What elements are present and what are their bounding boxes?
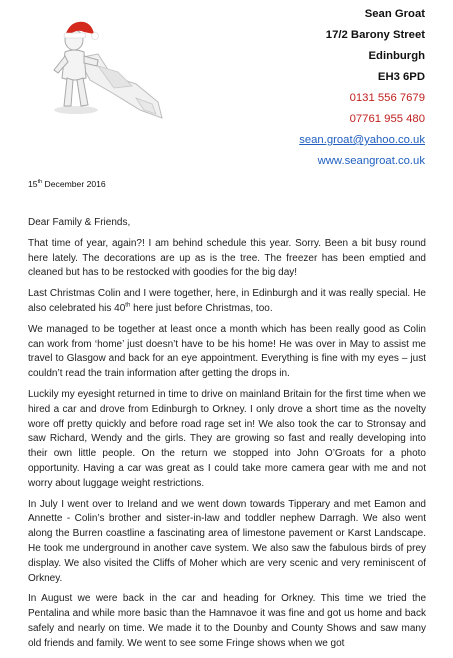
greeting: Dear Family & Friends, (28, 217, 131, 228)
sender-postcode: EH3 6PD (377, 71, 425, 83)
paragraph-2-start: Last Christmas Colin and I were together, here, in Edinburgh and it was really special. He also celebrated his 40 (28, 288, 426, 314)
paragraph-1: That time of year, again?! I am behind schedule this year. Sorry. Been a bit busy round here lately. The decorations are up as is the tree. The freezer has been emptied and cleaned but has to be restocked with goodies for the big day! (28, 237, 426, 279)
sender-website-link[interactable]: www.seangroat.co.uk (317, 155, 425, 167)
sender-landline: 0131 556 7679 (349, 92, 425, 104)
sender-address-block (299, 4, 425, 172)
date-day: 15 (28, 179, 38, 189)
santa-figure-icon (40, 6, 170, 124)
paragraph-5: In July I went over to Ireland and we went down towards Tipperary and met Eamon and Annette - Colin’s brother and sister-in-law and toddler nephew Darragh. We also went along the Burren coastline a fascinating area of limestone pavement or Karst Landscape. He took me underground in another cave system. We also saw the fabulous birds of prey display. We also visited the Cliffs of Moher which are very scenic and very reminiscent of Orkney. (28, 498, 426, 584)
paragraph-2-end: here just before Christmas, too. (130, 302, 273, 314)
sender-street: 17/2 Barony Street (325, 29, 425, 41)
letter-body (28, 216, 426, 658)
paragraph-2-sup: th (125, 302, 131, 309)
sender-city: Edinburgh (368, 50, 425, 62)
paragraph-4: Luckily my eyesight returned in time to drive on mainland Britain for the first time when we hired a car and drove from Edinburgh to Orkney. I only drove a short time as the novelty wore off pretty quickly and before road rage set in! We also took the car to Stronsay and saw Richard, Wendy and the girls. They are growing so fast and really developing into their own little people. On the return we stopped into John O’Groats for a photo opportunity. Having a car was great as I could take more camera gear with me and not worry about luggage weight restrictions. (28, 388, 426, 489)
paragraph-2 (28, 287, 426, 317)
date-rest: December 2016 (42, 179, 106, 189)
sender-mobile: 07761 955 480 (349, 113, 425, 125)
date-suffix: th (37, 179, 43, 186)
sender-name: Sean Groat (364, 8, 425, 20)
paragraph-3: We managed to be together at least once a month which has been really good as Colin can work from ‘home’ just doesn’t have to be his home! He was over in May to assist me travel to Glasgow and back for an eye appointment. Everything is fine with my eyes – just couldn’t read the train information after getting the drops in. (28, 323, 426, 380)
letter-date (28, 179, 106, 189)
sender-email-link[interactable]: sean.groat@yahoo.co.uk (299, 134, 425, 146)
paragraph-6: In August we were back in the car and heading for Orkney. This time we tried the Pentalina and while more basic than the Hamnavoe it was fine and got us home and back safely and nearly on time. We made it to the Dounby and County Shows and saw many old friends and family. We went to see some Fringe shows when we got (28, 593, 426, 649)
